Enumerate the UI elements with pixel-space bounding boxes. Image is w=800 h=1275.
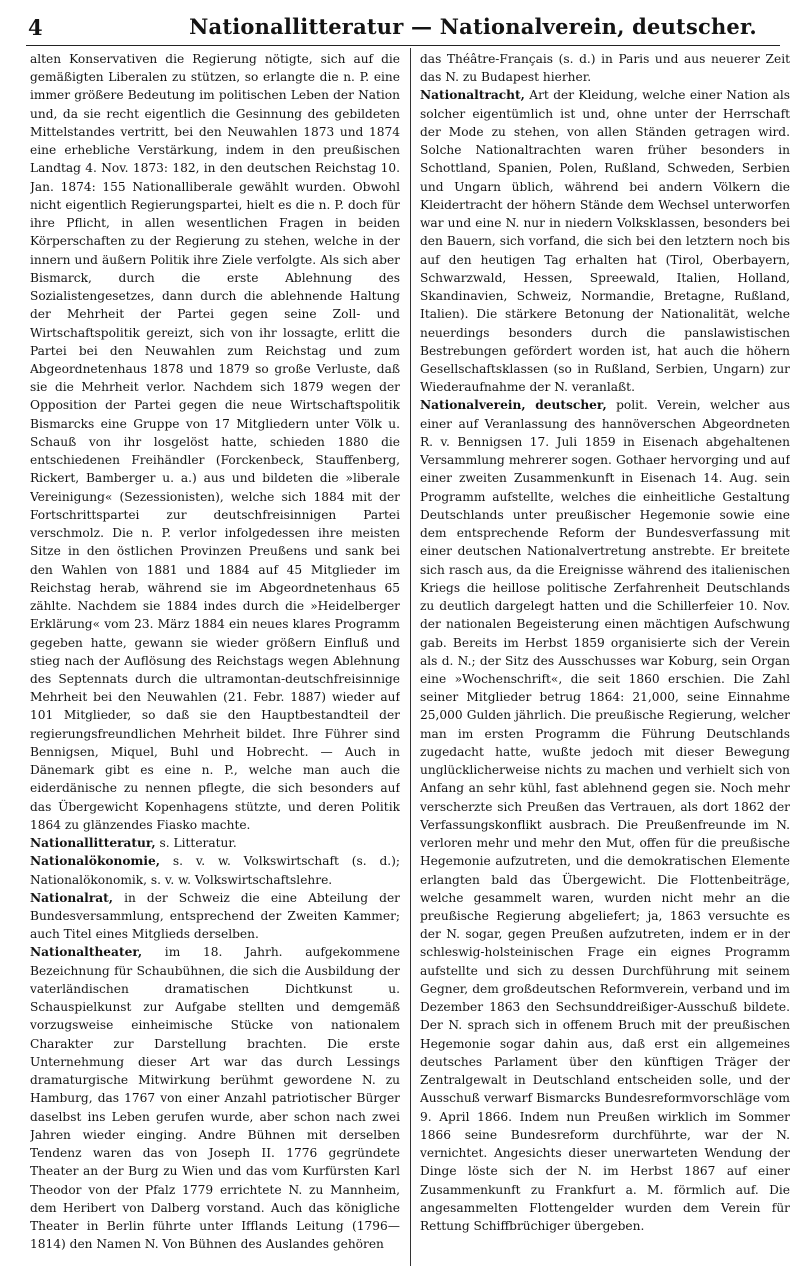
entry-text: im 18. Jahrh. aufgekommene Bezeichnung für Schaubühnen, die sich die Ausbildung der vaterländischen dramatischen Dichtkunst u. Schauspielkunst zur Aufgabe stellten und demgemäß vorzugsweise einheimische Stücke von nationalem Charakter zur Darstellung brachten. Die erste Unternehmung dieser Art war das durch Lessings dramaturgische Mitwirkung berühmt gewordene N. zu Hamburg, das 1767 von einer Anzahl patriotischer Bürger daselbst ins Leben gerufen wurde, aber schon nach zwei Jahren wieder einging. Andre Bühnen mit derselben Tendenz waren das von Joseph II. 1776 gegründete Theater an der Burg zu Wien und das vom Kurfürsten Karl Theodor von der Pfalz 1779 errichtete N. zu Mannheim, dem Heribert von Dalberg vorstand. Auch das königliche Theater in Berlin führte unter Ifflands Leitung (1796—1814) den Namen N. Von Bühnen des Auslandes gehören (30, 945, 400, 1252)
entry-nationaloekonomie (30, 852, 400, 888)
entry-term: Nationaltheater, (30, 945, 143, 960)
right-column (420, 50, 790, 1262)
entry-term: Nationaltracht, (420, 88, 525, 103)
entry-term: Nationalverein, deutscher, (420, 398, 607, 413)
entry-text: polit. Verein, welcher aus einer auf Veranlassung des hannöverschen Abgeordneten R. v. Bennigsen 17. Juli 1859 in Eisenach abgehaltenen Versammlung mehrerer sogen. Gothaer hervorging und auf einer zweiten Zusammenkunft in Eisenach 14. Aug. sein Programm aufstellte, welches die einheitliche Gestaltung Deutschlands unter preußischer Hegemonie sowie eine dem entsprechende Reform der Bundesverfassung mit einer deutschen Nationalvertretung anstrebte. Er breitete sich rasch aus, da die Ereignisse während des italienischen Kriegs die heillose politische Zerfahrenheit Deutschlands zu deutlich dargelegt hatten und die Schillerfeier 10. Nov. der nationalen Begeisterung einen mächtigen Aufschwung gab. Bereits im Herbst 1859 organisierte sich der Verein als d. N.; der Sitz des Ausschusses war Koburg, sein Organ eine »Wochenschrift«, die seit 1860 erschien. Die Zahl seiner Mitglieder betrug 1864: 21,000, seine Einnahme 25,000 Gulden jährlich. Die preußische Regierung, welcher man im ersten Programm die Führung Deutschlands zugedacht hatte, wußte jedoch mit dieser Bewegung unglücklicherweise nichts zu machen und verhielt sich von Anfang an sehr kühl, fast ablehnend gegen sie. Noch mehr verscherzte sich Preußen das Vertrauen, als dort 1862 der Verfassungskonflikt ausbrach. Die Preußenfreunde im N. verloren mehr und mehr den Mut, offen für die preußische Hegemonie aufzutreten, und die demokratischen Elemente erlangten bald das Übergewicht. Die Flottenbeiträge, welche gesammelt waren, wurden nicht mehr an die preußische Regierung abgeliefert; ja, 1863 versuchte es der N. sogar, gegen Preußen aufzutreten, indem er in der schleswig-holsteinischen Frage ein eignes Programm aufstellte und sich zu dessen Durchführung mit seinem Gegner, dem großdeutschen Reformverein, verband und im Dezember 1863 den Sechsunddreißiger-Ausschuß bildete. Der N. sprach sich in offenem Bruch mit der preußischen Hegemonie sogar dahin aus, daß erst ein allgemeines deutsches Parlament über den künftigen Träger der Zentralgewalt in Deutschland entscheiden solle, und der Ausschuß verwarf Bismarcks Bundesreformvorschläge vom 9. April 1866. Indem nun Preußen wirklich im Sommer 1866 seine Bundesreform durchführte, war der N. vernichtet. Angesichts dieser unerwarteten Wendung der Dinge löste sich der N. im Herbst 1867 auf einer Zusammenkunft zu Frankfurt a. M. förmlich auf. Die angesammelten Flottengelder wurden dem Verein für Rettung Schiffbrüchiger übergeben. (420, 398, 790, 1233)
running-title: Nationallitteratur — Nationalverein, deutscher. (189, 14, 757, 39)
entry-text: s. v. w. Volkswirtschaft (s. d.); Nationalökonomik, s. v. w. Volkswirtschaftslehre. (30, 854, 400, 887)
entry-nationallitteratur (30, 834, 400, 852)
entry-nationalrat (30, 889, 400, 944)
entry-text: s. Litteratur. (155, 836, 237, 851)
entry-term: Nationalökonomie, (30, 854, 161, 869)
entry-nationaltracht (420, 86, 790, 396)
column-divider (410, 48, 411, 1266)
entry-text: in der Schweiz die eine Abteilung der Bundesversammlung, entsprechend der Zweiten Kammer; auch Titel eines Mitglieds derselben. (30, 890, 400, 942)
entry-term: Nationallitteratur, (30, 836, 156, 851)
page-header (26, 12, 780, 46)
continuation-text: das Théâtre-Français (s. d.) in Paris und aus neuerer Zeit das N. zu Budapest hierher. (420, 52, 790, 85)
header-rule (26, 45, 780, 46)
entry-term: Nationalrat, (30, 890, 114, 905)
left-column (30, 50, 400, 1262)
continuation-text: alten Konservativen die Regierung nötigte, sich auf die gemäßigten Liberalen zu stützen, so erlangte die n. P. eine immer größere Bedeutung im politischen Leben der Nation und, da sie recht eigentlich die Gesinnung des gebildeten Mittelstandes vertritt, bei den Neuwahlen 1873 und 1874 eine erhebliche Verstärkung, indem in den preußischen Landtag 4. Nov. 1873: 182, in den deutschen Reichstag 10. Jan. 1874: 155 Nationalliberale gewählt wurden. Obwohl nicht eigentlich Regierungspartei, hielt es die n. P. doch für ihre Pflicht, in allen wesentlichen Fragen in beiden Körperschaften zu der Regierung zu stehen, welche in der innern und äußern Politik ihre Ziele verfolgte. Als sich aber Bismarck, durch die erste Ablehnung des Sozialistengesetzes, dann durch die ablehnende Haltung der Mehrheit der Partei gegen seine Zoll- und Wirtschaftspolitik gereizt, sich von ihr lossagte, erlitt die Partei bei den Neuwahlen zum Reichstag und zum Abgeordnetenhaus 1878 und 1879 so große Verluste, daß sie die Mehrheit verlor. Nachdem sich 1879 wegen der Opposition der Partei gegen die neue Wirtschaftspolitik Bismarcks eine Gruppe von 17 Mitgliedern unter Völk u. Schauß von ihr losgelöst hatte, schieden 1880 die entschiedenen Freihändler (Forckenbeck, Stauffenberg, Rickert, Bamberger u. a.) aus und bildeten die »liberale Vereinigung« (Sezessionisten), welche sich 1884 mit der Fortschrittspartei zur deutschfreisinnigen Partei verschmolz. Die n. P. verlor infolgedessen ihre meisten Sitze in den östlichen Provinzen Preußens und sank bei den Wahlen von 1881 und 1884 auf 45 Mitglieder im Reichstag herab, während sie im Abgeordnetenhaus 65 zählte. Nachdem sie 1884 indes durch die »Heidelberger Erklärung« vom 23. März 1884 ein neues klares Programm gegeben hatte, gewann sie wieder größern Einfluß und stieg nach der Auflösung des Reichstags wegen Ablehnung des Septennats durch die ultramontan-deutschfreisinnige Mehrheit bei den Neuwahlen (21. Febr. 1887) wieder auf 101 Mitglieder, so daß sie den Hauptbestandteil der regierungsfreundlichen Mehrheit bildet. Ihre Führer sind Bennigsen, Miquel, Buhl und Hobrecht. — Auch in Dänemark gibt es eine n. P., welche man auch die eiderdänische zu nennen pflegte, die sich besonders auf das Übergewicht Kopenhagens stützte, und deren Politik 1864 zu glänzendes Fiasko machte. (30, 52, 400, 832)
page-number: 4 (28, 15, 43, 40)
entry-text: Art der Kleidung, welche einer Nation als solcher eigentümlich ist und, ohne unter der Herrschaft der Mode zu stehen, von allen Ständen getragen wird. Solche Nationaltrachten waren früher besonders in Schottland, Spanien, Polen, Rußland, Schweden, Serbien und Ungarn üblich, während bei andern Völkern die Kleidertracht der höhern Stände dem Wechsel unterworfen war und eine N. nur in niedern Volksklassen, besonders bei den Bauern, sich vorfand, die sich bei den letztern noch bis auf den heutigen Tag erhalten hat (Tirol, Oberbayern, Schwarzwald, Hessen, Spreewald, Italien, Holland, Skandinavien, Schweiz, Normandie, Bretagne, Rußland, Italien). Die stärkere Betonung der Nationalität, welche neuerdings besonders durch die panslawistischen Bestrebungen gefördert worden ist, hat auch die höhern Gesellschaftsklassen (so in Rußland, Serbien, Ungarn) zur Wiederaufnahme der N. veranlaßt. (420, 88, 790, 395)
entry-nationalverein (420, 396, 790, 1235)
entry-nationaltheater (30, 943, 400, 1253)
